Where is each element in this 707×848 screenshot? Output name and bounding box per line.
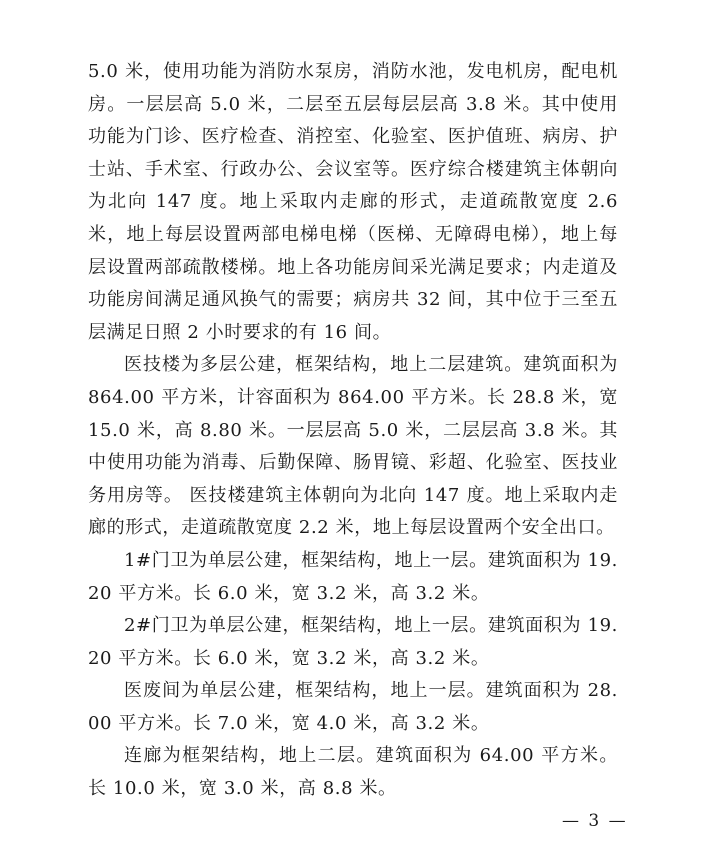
paragraph-corridor: 连廊为框架结构，地上二层。建筑面积为 64.00 平方米。长 10.0 米，宽 3.0 米，高 8.8 米。 (88, 745, 618, 800)
paragraph-gatehouse-1: 1#门卫为单层公建，框架结构，地上一层。建筑面积为 19.20 平方米。长 6.0 米，宽 3.2 米，高 3.2 米。 (88, 549, 618, 604)
document-body (88, 56, 618, 806)
paragraph-medical-tech-building: 医技楼为多层公建，框架结构，地上二层建筑。建筑面积为 864.00 平方米，计容面积为 864.00 平方米。长 28.8 米，宽 15.0 米，高 8.80 米。一层层高 5.0 米，二层层高 3.8 米。其中使用功能为消毒、后勤保障、肠胃镜、彩超、化验室、医技业务用房等。 医技楼建筑主体朝向为北向 147 度。地上采取内走廊的形式，走道疏散宽度 2.2 米，地上每层设置两个安全出口。 (88, 354, 618, 539)
page-number: — 3 — (562, 811, 628, 831)
paragraph-gatehouse-2: 2#门卫为单层公建，框架结构，地上一层。建筑面积为 19.20 平方米。长 6.0 米，宽 3.2 米，高 3.2 米。 (88, 615, 618, 669)
paragraph-medical-building-continued: 5.0 米，使用功能为消防水泵房，消防水池，发电机房，配电机房。一层层高 5.0 米，二层至五层每层层高 3.8 米。其中使用功能为门诊、医疗检查、消控室、化验室、医护值班、病房、护士站、手术室、行政办公、会议室等。医疗综合楼建筑主体朝向为北向 147 度。地上采取内走廊的形式，走道疏散宽度 2.6 米，地上每层设置两部电梯电梯（医梯、无障碍电梯），地上每层设置两部疏散楼梯。地上各功能房间采光满足要求；内走道及功能房间满足通风换气的需要；病房共 32 间，其中位于三至五层满足日照 2 小时要求的有 16 间。 (88, 61, 618, 343)
paragraph-medical-waste-room: 医废间为单层公建，框架结构，地上一层。建筑面积为 28.00 平方米。长 7.0 米，宽 4.0 米，高 3.2 米。 (88, 680, 618, 734)
